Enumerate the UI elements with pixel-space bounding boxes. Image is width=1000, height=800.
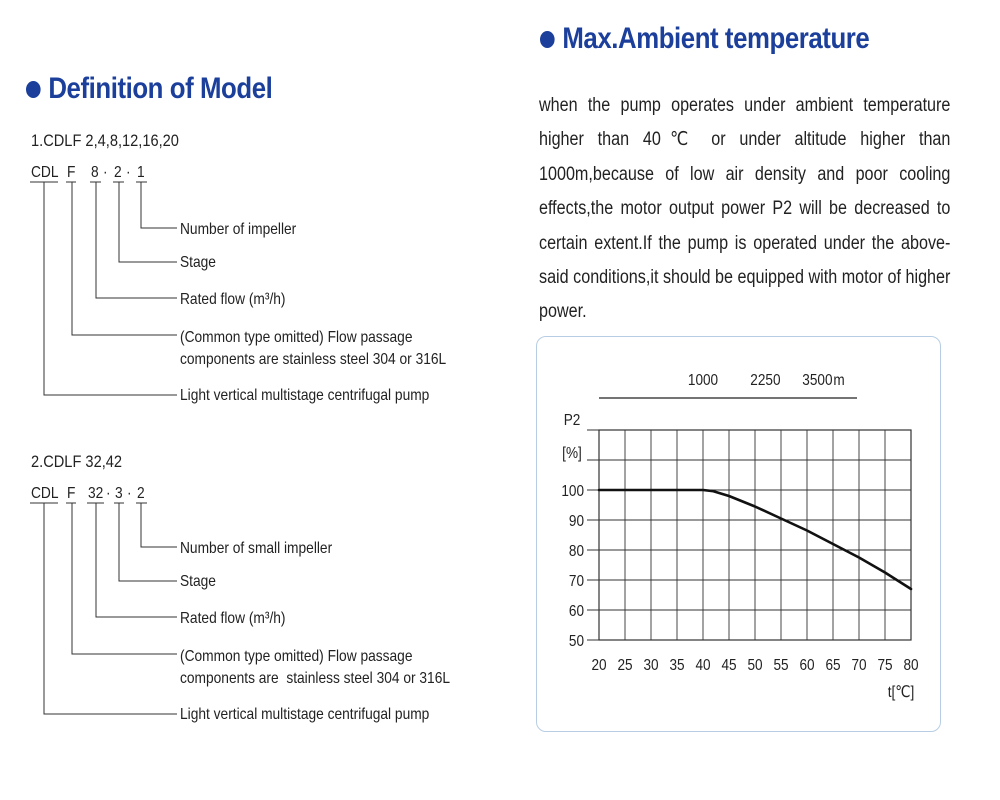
code-separator: · xyxy=(106,485,111,502)
definition-small-impeller: Number of small impeller xyxy=(180,540,333,557)
altitude-unit: m xyxy=(833,372,845,390)
code-part-stage: 3 xyxy=(115,485,123,502)
y-tick-label: 70 xyxy=(568,573,584,591)
code-part-f: F xyxy=(67,485,76,502)
ambient-paragraph-text: when the pump operates under ambient temperature higher than 40℃ or under altitude higher than 1000m,because of low air density and poor cooling effects,the motor output power P2 will be decreased to certain extent.If the pump is operated under the above-said conditions,it should be equipped with motor of higher power. xyxy=(539,95,951,323)
definition-flow-passage: (Common type omitted) Flow passage components are stainless steel 304 or 316L xyxy=(180,329,447,368)
x-tick-label: 40 xyxy=(695,657,711,675)
code-part-flow: 8 xyxy=(91,164,99,181)
code-separator: · xyxy=(127,485,132,502)
x-tick-label: 45 xyxy=(721,657,737,675)
x-tick-label: 80 xyxy=(903,657,919,675)
bullet-icon xyxy=(540,31,555,48)
altitude-tick-label: 2250 xyxy=(750,372,781,390)
x-axis-label: t[℃] xyxy=(887,684,915,702)
x-tick-label: 60 xyxy=(799,657,815,675)
ambient-heading-text: Max.Ambient temperature xyxy=(562,22,870,55)
x-tick-label: 25 xyxy=(617,657,633,675)
section-1-title: 1.CDLF 2,4,8,12,16,20 xyxy=(31,131,179,150)
definition-heading xyxy=(26,70,272,108)
definition-flow-passage: (Common type omitted) Flow passage components are stainless steel 304 or 316L xyxy=(180,648,451,687)
bullet-icon xyxy=(26,81,41,98)
code-separator: · xyxy=(103,164,108,181)
definition-pump-type: Light vertical multistage centrifugal pump xyxy=(180,706,430,723)
ambient-heading xyxy=(540,20,869,58)
y-tick-label: 60 xyxy=(568,603,584,621)
x-tick-label: 20 xyxy=(591,657,607,675)
y-axis-unit: [%] xyxy=(562,445,582,463)
definition-pump-type: Light vertical multistage centrifugal pump xyxy=(180,387,430,404)
x-tick-label: 50 xyxy=(747,657,763,675)
code-part-impeller: 1 xyxy=(137,164,145,181)
code-separator: · xyxy=(126,164,131,181)
derating-chart-frame xyxy=(536,336,941,732)
ambient-paragraph xyxy=(539,89,950,330)
code-part-impeller: 2 xyxy=(137,485,145,502)
altitude-tick-label: 1000 xyxy=(687,372,719,390)
definition-stage: Stage xyxy=(180,573,216,590)
y-tick-label: 50 xyxy=(568,633,584,651)
code-part-f: F xyxy=(67,164,76,181)
y-tick-label: 80 xyxy=(568,543,584,561)
definition-impeller: Number of impeller xyxy=(180,221,297,238)
code-part-stage: 2 xyxy=(114,164,122,181)
y-tick-label: 100 xyxy=(561,483,584,501)
definition-heading-text: Definition of Model xyxy=(48,72,273,105)
x-tick-label: 55 xyxy=(773,657,789,675)
x-tick-label: 35 xyxy=(669,657,685,675)
y-axis-label: P2 xyxy=(563,412,581,430)
y-tick-label: 90 xyxy=(568,513,584,531)
x-tick-label: 75 xyxy=(877,657,893,675)
x-tick-label: 65 xyxy=(825,657,841,675)
x-tick-label: 30 xyxy=(643,657,659,675)
x-tick-label: 70 xyxy=(851,657,867,675)
code-part-flow: 32 xyxy=(88,485,104,502)
section-2-title: 2.CDLF 32,42 xyxy=(31,452,123,471)
definition-stage: Stage xyxy=(180,254,216,271)
code-part-cdl: CDL xyxy=(31,485,59,502)
definition-rated-flow: Rated flow (m³/h) xyxy=(180,291,286,308)
code-part-cdl: CDL xyxy=(31,164,59,181)
definition-rated-flow: Rated flow (m³/h) xyxy=(180,610,286,627)
altitude-tick-label: 3500 xyxy=(802,372,833,390)
